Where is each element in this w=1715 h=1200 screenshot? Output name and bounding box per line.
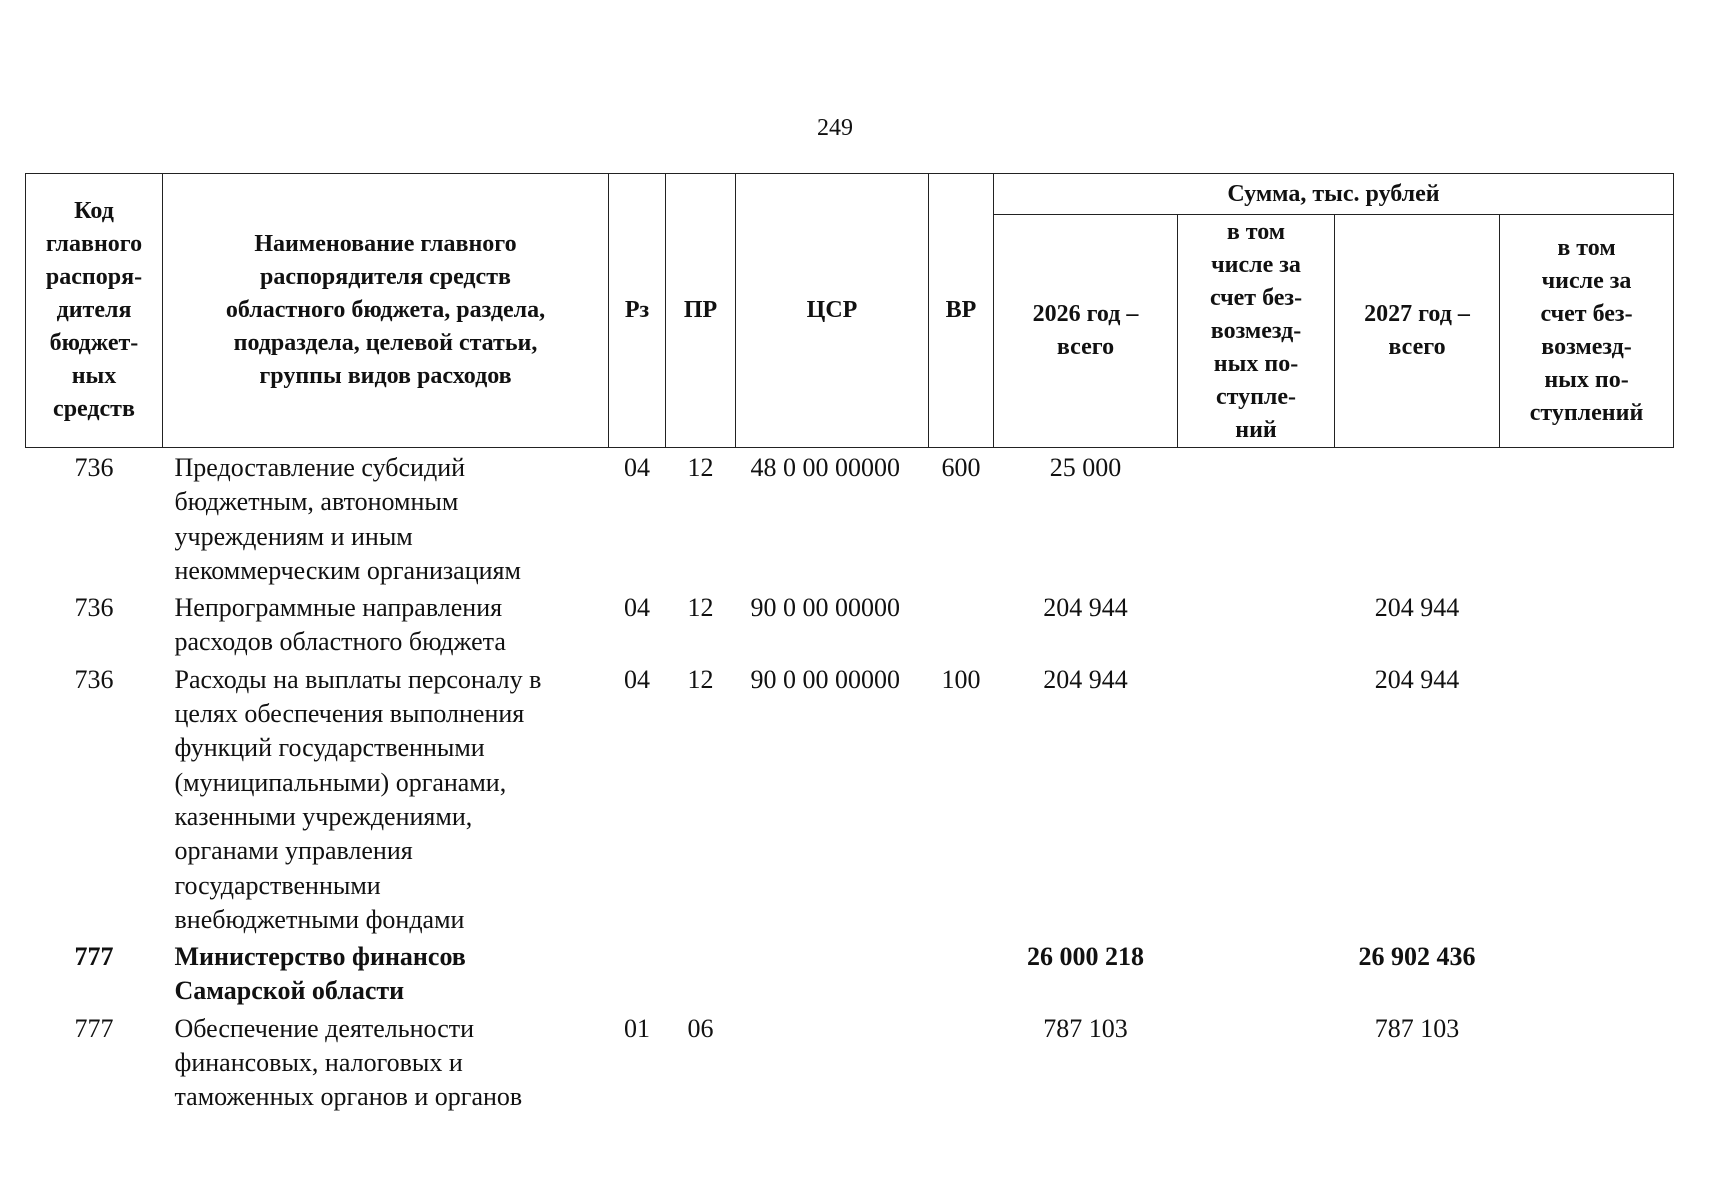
header-total-2026: 2026 год – всего	[994, 215, 1178, 448]
header-pr: ПР	[666, 174, 736, 448]
cell-pr: 12	[687, 593, 714, 623]
cell-rz: 04	[624, 453, 650, 482]
cell-grants-2027	[1500, 448, 1674, 589]
cell-name: Обеспечение деятельности финансовых, налоговых и таможенных органов и органов	[174, 1013, 523, 1112]
header-code: Код главного распоря- дителя бюджет- ных средств	[26, 174, 163, 448]
cell-grants-2027	[1500, 937, 1674, 1009]
header-total-2027: 2027 год – всего	[1335, 215, 1500, 448]
cell-csr: 90 0 00 00000	[750, 664, 900, 694]
cell-csr	[736, 937, 929, 1009]
table-header	[26, 174, 1674, 448]
cell-code: 736	[74, 453, 114, 482]
header-csr: ЦСР	[736, 174, 929, 448]
cell-code: 736	[74, 664, 114, 694]
cell-name: Непрограммные направления расходов областного бюджета	[174, 593, 506, 657]
cell-total-2026: 25 000	[1049, 453, 1122, 482]
cell-rz	[609, 937, 666, 1009]
cell-name: Предоставление субсидий бюджетным, автономным учреждениям и иным некоммерческим организациям	[174, 453, 521, 585]
cell-pr: 12	[687, 453, 714, 482]
header-name: Наименование главного распорядителя средств областного бюджета, раздела, подраздела, целевой статьи, группы видов расходов	[163, 174, 609, 448]
cell-vr	[929, 1009, 994, 1115]
cell-total-2026: 26 000 218	[1027, 942, 1144, 972]
cell-grants-2026	[1178, 660, 1335, 937]
cell-total-2027: 204 944	[1374, 664, 1460, 694]
cell-grants-2026	[1178, 1009, 1335, 1115]
cell-grants-2026	[1178, 937, 1335, 1009]
cell-total-2026: 204 944	[1043, 664, 1128, 694]
header-grants-2026: в том числе за счет без- возмезд- ных по- ступле- ний	[1178, 215, 1335, 448]
page-number: 249	[817, 115, 853, 141]
cell-grants-2027	[1500, 1009, 1674, 1115]
cell-pr	[666, 937, 736, 1009]
cell-code: 777	[74, 942, 114, 972]
cell-vr	[929, 937, 994, 1009]
cell-code: 736	[74, 593, 114, 623]
header-sum: Сумма, тыс. рублей	[994, 174, 1674, 215]
cell-grants-2027	[1500, 588, 1674, 660]
cell-rz: 04	[624, 664, 650, 694]
cell-grants-2026	[1178, 588, 1335, 660]
cell-total-2027: 204 944	[1374, 593, 1460, 623]
table-row	[26, 588, 1674, 660]
cell-total-2027: 26 902 436	[1358, 942, 1476, 972]
cell-name: Министерство финансов Самарской области	[174, 942, 466, 1006]
table-row	[26, 1009, 1674, 1115]
cell-grants-2027	[1500, 660, 1674, 937]
cell-csr	[736, 1009, 929, 1115]
cell-vr: 100	[941, 664, 981, 694]
table-row	[26, 660, 1674, 937]
table-body	[26, 448, 1674, 1115]
cell-code: 777	[74, 1013, 114, 1043]
cell-vr: 600	[941, 453, 981, 482]
cell-grants-2026	[1178, 448, 1335, 589]
cell-total-2027	[1335, 448, 1500, 589]
cell-csr: 90 0 00 00000	[750, 593, 900, 623]
header-grants-2027: в том числе за счет без- возмезд- ных по- ступлений	[1500, 215, 1674, 448]
cell-rz: 01	[624, 1013, 650, 1043]
table-row	[26, 937, 1674, 1009]
cell-total-2026: 204 944	[1043, 593, 1128, 623]
cell-csr: 48 0 00 00000	[750, 453, 900, 482]
cell-pr: 12	[687, 664, 714, 694]
cell-name: Расходы на выплаты персоналу в целях обеспечения выполнения функций государственными (муниципальными) органами, казенными учреждениями, органами управления государственными внебюджетными фондами	[174, 664, 542, 934]
header-rz: Рз	[609, 174, 666, 448]
cell-rz: 04	[624, 593, 650, 623]
budget-table	[25, 173, 1674, 1115]
cell-total-2026: 787 103	[1043, 1013, 1128, 1043]
cell-vr	[929, 588, 994, 660]
cell-pr: 06	[687, 1013, 714, 1043]
table-row	[26, 448, 1674, 589]
cell-total-2027: 787 103	[1374, 1013, 1460, 1043]
header-vr: ВР	[929, 174, 994, 448]
